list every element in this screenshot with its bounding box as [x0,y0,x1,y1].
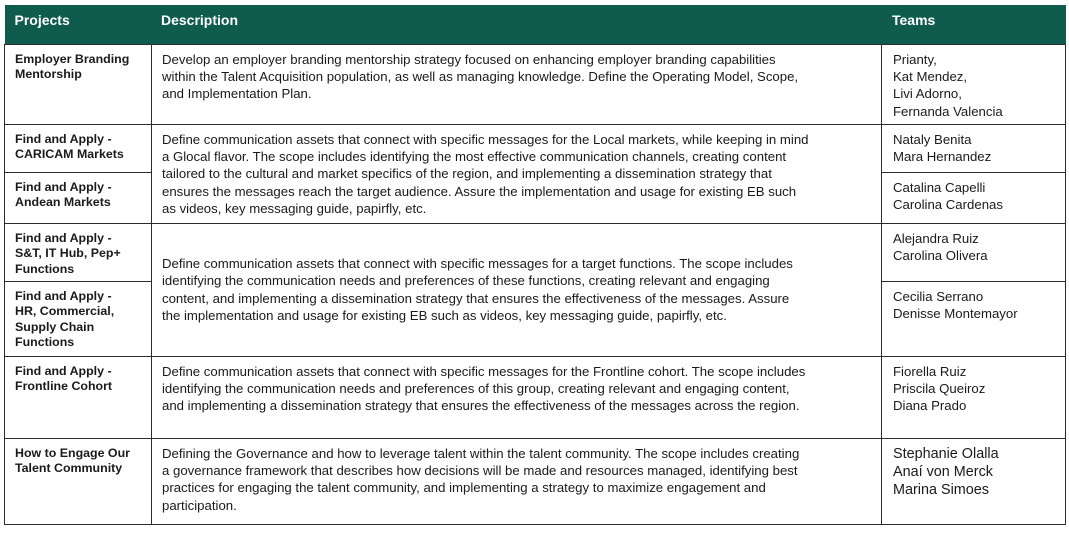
description-text: content, and implementing a dissemination strategy that ensures the effectiveness of the messages. Assure [162,290,790,306]
team-member: Carolina Olivera [893,247,988,263]
description-text: within the Talent Acquisition population, as well as managing knowledge. Define the Operating Model, Scope, [162,68,799,84]
table-row [5,356,1066,438]
description-text: ensures the messages reach the target audience. Assure the implementation and usage for existing EB such [162,183,797,199]
description-text: practices for engaging the talent community, and implementing a strategy to maximize engagement and [162,480,766,496]
team-member: Denisse Montemayor [893,305,1018,321]
description-text: Defining the Governance and how to leverage talent within the talent community. The scope includes creating [162,445,800,461]
team-cell [882,172,1066,223]
project-name: S&T, IT Hub, Pep+ [15,246,121,261]
team-member: Marina Simoes [893,482,989,499]
table-row [5,438,1066,524]
team-member: Prianty, [893,51,937,67]
team-member: Diana Prado [893,398,967,414]
description-cell [152,223,882,356]
project-cell [5,356,152,438]
team-member: Carolina Cardenas [893,196,1003,212]
project-name: Find and Apply - [15,288,112,303]
table-row [5,44,1066,124]
description-text: and implementing a dissemination strategy that ensures the effectiveness of the messages across the region. [162,398,800,414]
description-text: identifying the communication needs and preferences of these functions, creating relevant and engaging [162,273,770,289]
team-cell [882,356,1066,438]
projects-table [4,5,1066,525]
team-member: Cecilia Serrano [893,288,984,304]
description-text: and Implementation Plan. [162,86,312,102]
description-cell [152,44,882,124]
header-description: Description [152,5,882,44]
description-text: as videos, key messaging guide, papirfly, etc. [162,201,427,217]
team-cell [882,124,1066,172]
team-cell [882,281,1066,356]
description-cell [152,438,882,524]
project-name: How to Engage Our [15,445,130,460]
team-cell [882,438,1066,524]
team-member: Catalina Capelli [893,179,986,195]
team-cell [882,44,1066,124]
description-text: a governance framework that describes how decisions will be made and resources managed, identifying best [162,462,798,478]
project-name: Find and Apply - [15,230,112,245]
team-member: Priscila Queiroz [893,380,986,396]
table-row [5,223,1066,281]
project-name: Andean Markets [15,195,111,210]
header-projects: Projects [5,5,152,44]
project-name: HR, Commercial, [15,304,115,319]
project-cell [5,223,152,281]
project-cell [5,281,152,356]
project-name: Employer Branding [15,51,130,66]
team-member: Kat Mendez, [893,68,968,84]
project-cell [5,438,152,524]
description-text: tailored to the cultural and market specifics of the region, and implementing a dissemination strategy that [162,166,772,182]
team-member: Mara Hernandez [893,148,992,164]
team-member: Stephanie Olalla [893,445,999,462]
team-member: Nataly Benita [893,131,972,147]
header-teams: Teams [882,5,1066,44]
team-cell [882,223,1066,281]
description-cell [152,124,882,223]
description-text: Develop an employer branding mentorship strategy focused on enhancing employer branding capabilities [162,51,776,67]
team-member: Fiorella Ruiz [893,363,967,379]
project-name: Functions [15,261,75,276]
description-text: Define communication assets that connect with specific messages for the Local markets, while keeping in mind [162,131,809,147]
project-name: Find and Apply - [15,179,112,194]
project-cell [5,172,152,223]
project-name: CARICAM Markets [15,147,124,162]
description-text: participation. [162,497,237,513]
team-member: Livi Adorno, [893,86,962,102]
project-name: Frontline Cohort [15,379,113,394]
table-row [5,124,1066,172]
project-name: Find and Apply - [15,131,112,146]
team-member: Anaí von Merck [893,463,993,480]
description-cell [152,356,882,438]
project-name: Supply Chain [15,319,95,334]
description-text: Define communication assets that connect with specific messages for a target functions. The scope includes [162,255,793,271]
team-member: Fernanda Valencia [893,103,1003,119]
project-cell [5,44,152,124]
header-row [5,5,1066,44]
project-name: Find and Apply - [15,363,112,378]
description-text: a Glocal flavor. The scope includes identifying the most effective communication channels, creating content [162,148,787,164]
project-cell [5,124,152,172]
team-member: Alejandra Ruiz [893,230,979,246]
project-name: Functions [15,335,75,350]
description-text: identifying the communication needs and preferences of this group, creating relevant and engaging content, [162,380,790,396]
description-text: the implementation and usage for existing EB such as videos, key messaging guide, papirfly, etc. [162,307,727,323]
project-name: Talent Community [15,461,123,476]
description-text: Define communication assets that connect with specific messages for the Frontline cohort. The scope includes [162,363,806,379]
project-name: Mentorship [15,67,82,82]
